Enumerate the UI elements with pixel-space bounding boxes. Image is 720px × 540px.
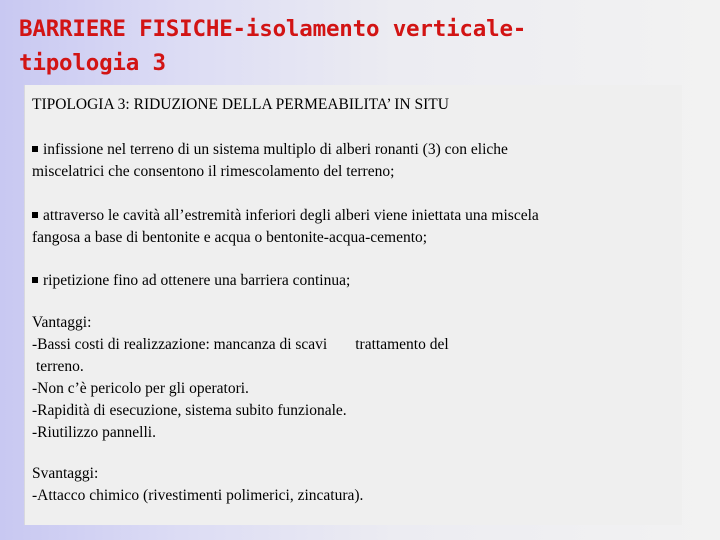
disadvantage-item-1: -Attacco chimico (rivestimenti polimerici, zincatura).	[32, 487, 364, 504]
slide-title-line-1: BARRIERE FISICHE-isolamento verticale-	[19, 16, 527, 42]
advantage-item-1-end: trattamento del	[355, 336, 449, 353]
disadvantages-label: Svantaggi:	[32, 465, 99, 482]
bullet-item-2-line-1: attraverso le cavità all’estremità inferiori degli alberi viene iniettata una miscela	[43, 207, 539, 224]
advantage-item-1-start: -Bassi costi di realizzazione: mancanza di scavi	[32, 336, 328, 353]
slide-title	[19, 12, 709, 80]
slide-title-line-2: tipologia 3	[19, 50, 166, 76]
advantage-item-1-continuation: terreno.	[36, 358, 84, 375]
advantage-item-2: -Non c’è pericolo per gli operatori.	[32, 380, 249, 397]
advantage-item-4: -Riutilizzo pannelli.	[32, 424, 156, 441]
advantages-block	[32, 312, 449, 444]
bullet-item-1-line-1: infissione nel terreno di un sistema multiplo di alberi ronanti (3) con eliche	[43, 141, 508, 158]
disadvantages-block	[32, 463, 363, 507]
bullet-item-1-line-2: miscelatrici che consentono il rimescolamento del terreno;	[32, 163, 395, 180]
advantage-item-3: -Rapidità di esecuzione, sistema subito funzionale.	[32, 402, 347, 419]
section-heading: TIPOLOGIA 3: RIDUZIONE DELLA PERMEABILITA’ IN SITU	[32, 96, 449, 113]
square-bullet-icon	[32, 146, 38, 152]
bullet-item-3	[32, 270, 350, 292]
bullet-item-3-line-1: ripetizione fino ad ottenere una barriera continua;	[43, 272, 351, 289]
bullet-item-2	[32, 205, 539, 249]
square-bullet-icon	[32, 277, 38, 283]
advantages-label: Vantaggi:	[32, 314, 92, 331]
bullet-item-2-line-2: fangosa a base di bentonite e acqua o bentonite-acqua-cemento;	[32, 229, 428, 246]
square-bullet-icon	[32, 212, 38, 218]
bullet-item-1	[32, 139, 508, 183]
